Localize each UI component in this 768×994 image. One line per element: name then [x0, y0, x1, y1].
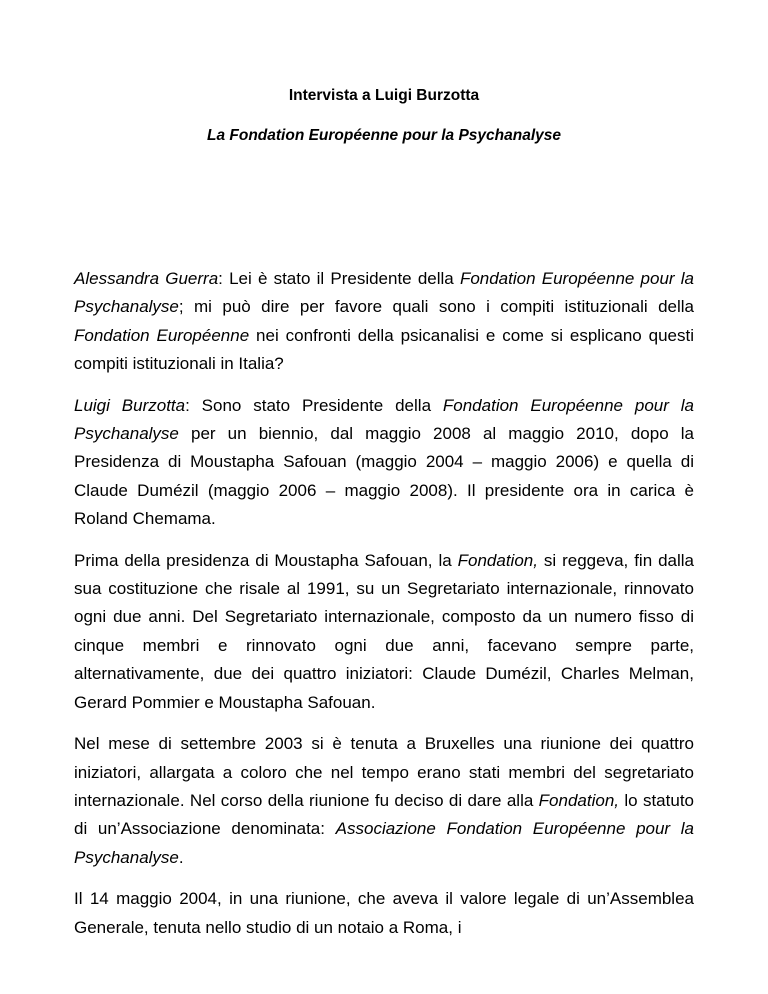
paragraph-text: : Lei è stato il Presidente della: [218, 269, 460, 288]
paragraph-text: per un biennio, dal maggio 2008 al maggio 2010, dopo la Presidenza di Moustapha Safouan (maggio 2004 – maggio 2006) e quella di Claude Dumézil (maggio 2006 – maggio 2008). Il presidente ora in carica è Roland Chemama.: [74, 424, 694, 529]
italic-text: Associazione Fondation Européenne pour la Psychanalyse: [74, 819, 694, 867]
document-subtitle: La Fondation Européenne pour la Psychanalyse: [207, 127, 561, 144]
paragraph-text: Nel mese di settembre 2003 si è tenuta a Bruxelles una riunione dei quattro iniziatori, allargata a coloro che nel tempo erano stati membri del segretariato internazionale. Nel corso della riunione fu deciso di dare alla: [74, 734, 694, 810]
italic-text: Fondation,: [538, 790, 620, 810]
document-body: [74, 265, 694, 955]
paragraph-text: .: [178, 847, 184, 867]
speaker-name: Alessandra Guerra: [74, 269, 219, 288]
paragraph-text: : Sono stato Presidente della: [185, 395, 443, 415]
speaker-name: Luigi Burzotta: [74, 395, 186, 415]
paragraph-body: [74, 547, 694, 717]
paragraph-text: lo statuto di un’Associazione denominata:: [74, 790, 694, 839]
paragraph-body: [74, 885, 694, 942]
paragraph-text: si reggeva, fin dalla sua costituzione che risale al 1991, su un Segretariato internazionale, rinnovato ogni due anni. Del Segretariato internazionale, composto da un numero fisso di cinque membri e rinnovato ogni due anni, facevano sempre parte, alternativamente, due dei quattro iniziatori: Claude Dumézil, Charles Melman, Gerard Pommier e Moustapha Safouan.: [74, 550, 694, 712]
italic-text: Fondation,: [457, 550, 538, 570]
paragraph-text: nei confronti della psicanalisi e come si esplicano questi compiti istituzionali in Italia?: [74, 325, 694, 374]
paragraph-text: Prima della presidenza di Moustapha Safouan, la: [74, 550, 458, 570]
italic-text: Fondation Européenne pour la Psychanalyse: [74, 269, 695, 317]
italic-text: Fondation Européenne pour la Psychanalyse: [74, 395, 694, 444]
paragraph-text: Il 14 maggio 2004, in una riunione, che aveva il valore legale di un’Assemblea Generale, tenuta nello studio di un notaio a Roma, i: [74, 889, 694, 937]
paragraph-answer: [74, 392, 694, 534]
italic-text: Fondation Européenne: [74, 325, 250, 345]
paragraph-question: [74, 265, 694, 379]
paragraph-body: [74, 730, 694, 872]
paragraph-text: ; mi può dire per favore quali sono i compiti istituzionali della: [178, 297, 694, 317]
document-title: Intervista a Luigi Burzotta: [288, 87, 480, 104]
